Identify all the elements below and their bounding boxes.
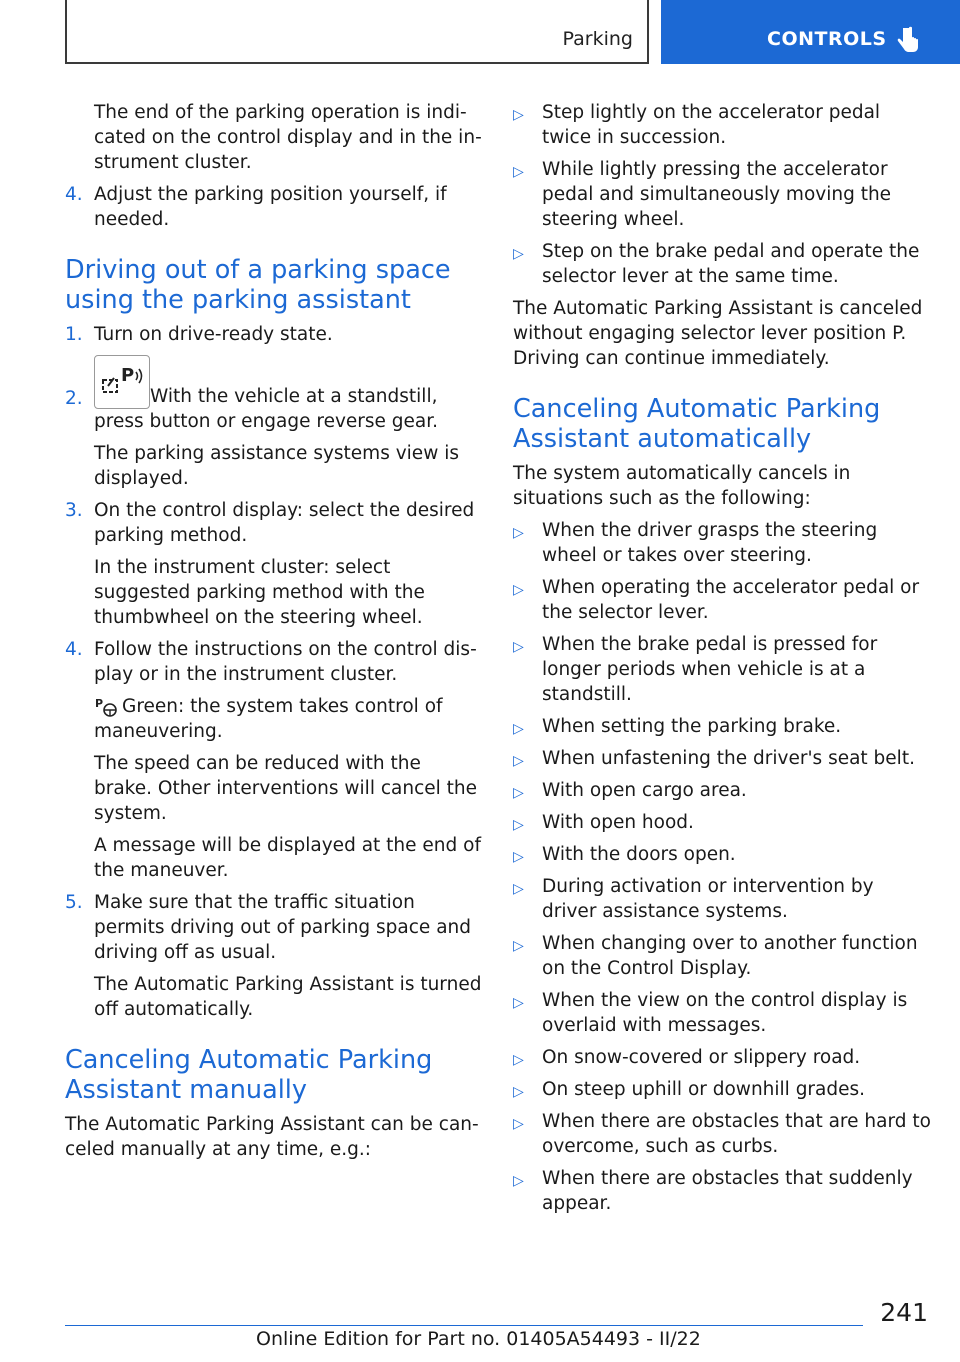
hand-pointer-icon (897, 26, 921, 54)
step-4-message-note: A message will be displayed at the end of the maneuver. (94, 835, 481, 881)
list-item-text: With the doors open. (542, 844, 736, 865)
step-text: Make sure that the traffic situation permits driving out of parking space and driving off as usual. (94, 892, 472, 963)
step-4-adjust (65, 182, 483, 232)
list-item (513, 988, 933, 1038)
step-2-note: The parking assistance systems view is displayed. (94, 443, 459, 489)
triangle-bullet-icon: ▷ (513, 582, 524, 598)
list-item-text: With open hood. (542, 812, 694, 833)
step-text: Follow the instructions on the control display or in the instrument cluster. (94, 639, 477, 685)
triangle-bullet-icon: ▷ (513, 246, 524, 262)
chapter-tab (661, 0, 960, 64)
triangle-bullet-icon: ▷ (513, 995, 524, 1011)
step-number: 2. (65, 388, 83, 409)
list-item-text: On snow-covered or slippery road. (542, 1047, 861, 1068)
triangle-bullet-icon: ▷ (513, 164, 524, 180)
triangle-bullet-icon: ▷ (513, 721, 524, 737)
list-item-text: When the view on the control display is overlaid with messages. (542, 990, 908, 1036)
list-item-text: Step on the brake pedal and operate the selector lever at the same time. (542, 241, 920, 287)
step-number: 4. (65, 639, 83, 660)
step-number: 3. (65, 500, 83, 521)
paragraph-cancel-auto: The system automatically cancels in situations such as the following: (513, 463, 851, 509)
list-item (513, 874, 933, 924)
triangle-bullet-icon: ▷ (513, 881, 524, 897)
step-4 (65, 637, 483, 687)
triangle-bullet-icon: ▷ (513, 1052, 524, 1068)
list-item (513, 746, 933, 771)
step-1 (65, 322, 483, 347)
edition-note: Online Edition for Part no. 01405A54493 - II/22 (256, 1328, 701, 1350)
bullet-list-manual (513, 100, 933, 289)
list-item (513, 575, 933, 625)
list-item (513, 1077, 933, 1102)
step-number: 4. (65, 184, 83, 205)
list-item (513, 714, 933, 739)
step-3-note: In the instrument cluster: select suggested parking method with the thumbwheel on the steering wheel. (94, 557, 425, 628)
paragraph-end-of-parking: The end of the parking operation is indicated on the control display and in the instrument cluster. (94, 102, 482, 173)
list-item (513, 1109, 933, 1159)
triangle-bullet-icon: ▷ (513, 938, 524, 954)
footer-divider (65, 1325, 863, 1326)
heading-driving-out: Driving out of a parking space using the parking assistant (65, 255, 451, 315)
triangle-bullet-icon: ▷ (513, 785, 524, 801)
list-item-text: When unfastening the driver's seat belt. (542, 748, 915, 769)
step-5 (65, 890, 483, 965)
triangle-bullet-icon: ▷ (513, 639, 524, 655)
step-text: With the vehicle at a standstill, press button or engage reverse gear. (94, 386, 439, 432)
list-item-text: When changing over to another function on the Control Display. (542, 933, 918, 979)
list-item (513, 778, 933, 803)
list-item-text: On steep uphill or downhill grades. (542, 1079, 866, 1100)
section-title: Parking (562, 28, 633, 50)
step-2 (65, 355, 483, 434)
paragraph-canceled: The Automatic Parking Assistant is canceled without engaging selector lever position P. Driving can continue immediately. (513, 298, 923, 369)
triangle-bullet-icon: ▷ (513, 1116, 524, 1132)
bullet-list-auto (513, 518, 933, 1216)
chapter-title: CONTROLS (767, 28, 887, 50)
list-item (513, 100, 933, 150)
step-5-note: The Automatic Parking Assistant is turned off automatically. (94, 974, 482, 1020)
step-text: On the control display: select the desired parking method. (94, 500, 475, 546)
step-3 (65, 498, 483, 548)
green-note-text: Green: the system takes control of maneuvering. (94, 696, 443, 742)
list-item-text: When the driver grasps the steering wheel or takes over steering. (542, 520, 878, 566)
list-item-text: During activation or intervention by driver assistance systems. (542, 876, 874, 922)
step-4-speed-note: The speed can be reduced with the brake. Other interventions will cancel the system. (94, 753, 478, 824)
right-column (513, 100, 933, 1223)
list-item-text: When there are obstacles that are hard to overcome, such as curbs. (542, 1111, 931, 1157)
triangle-bullet-icon: ▷ (513, 107, 524, 123)
triangle-bullet-icon: ▷ (513, 525, 524, 541)
list-item-text: Step lightly on the accelerator pedal twice in succession. (542, 102, 881, 148)
step-number: 1. (65, 324, 83, 345)
list-item (513, 239, 933, 289)
parking-steering-icon (94, 696, 120, 718)
list-item-text: When there are obstacles that suddenly appear. (542, 1168, 913, 1214)
list-item (513, 1166, 933, 1216)
list-item (513, 157, 933, 232)
list-item (513, 810, 933, 835)
svg-text:P: P (95, 697, 104, 710)
step-text: Adjust the parking position yourself, if needed. (94, 184, 447, 230)
heading-cancel-manual: Canceling Automatic Parking Assistant manually (65, 1045, 433, 1105)
left-column (65, 100, 483, 1169)
parking-assistant-button[interactable] (94, 355, 150, 409)
step-text: Turn on drive-ready state. (94, 324, 333, 345)
step-4-green-note (65, 694, 483, 744)
list-item (513, 931, 933, 981)
triangle-bullet-icon: ▷ (513, 1084, 524, 1100)
list-item-text: With open cargo area. (542, 780, 747, 801)
running-header (65, 0, 649, 64)
paragraph-cancel-manual: The Automatic Parking Assistant can be canceled manually at any time, e.g.: (65, 1114, 479, 1160)
triangle-bullet-icon: ▷ (513, 1173, 524, 1189)
list-item (513, 1045, 933, 1070)
page-number: 241 (880, 1298, 928, 1327)
svg-text:P: P (121, 365, 135, 386)
triangle-bullet-icon: ▷ (513, 849, 524, 865)
list-item (513, 842, 933, 867)
triangle-bullet-icon: ▷ (513, 817, 524, 833)
parking-assistant-button-icon (99, 364, 145, 398)
list-item-text: When operating the accelerator pedal or the selector lever. (542, 577, 920, 623)
step-number: 5. (65, 892, 83, 913)
list-item (513, 518, 933, 568)
list-item-text: When setting the parking brake. (542, 716, 842, 737)
list-item-text: While lightly pressing the accelerator pedal and simultaneously moving the steering wheel. (542, 159, 892, 230)
list-item (513, 632, 933, 707)
triangle-bullet-icon: ▷ (513, 753, 524, 769)
list-item-text: When the brake pedal is pressed for longer periods when vehicle is at a standstill. (542, 634, 878, 705)
heading-cancel-auto: Canceling Automatic Parking Assistant automatically (513, 394, 881, 454)
